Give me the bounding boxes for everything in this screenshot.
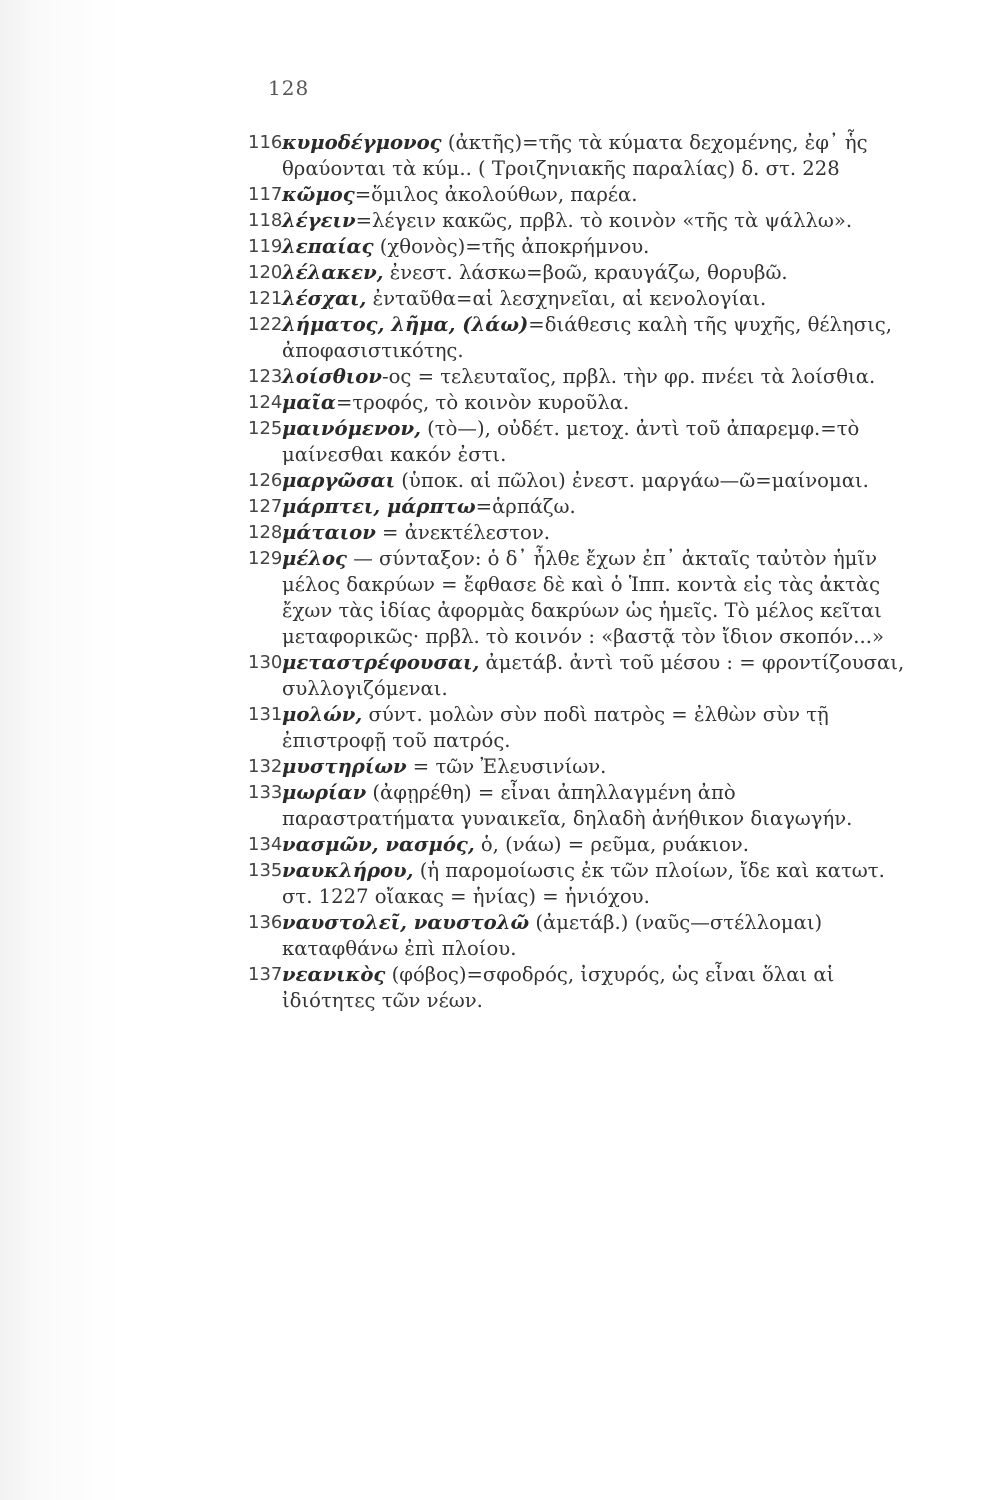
note-text: (φόβος)=σφοδρός, ἰσχυρός, ὡς εἶναι ὅλαι αἱ ἰδιότητες τῶν νέων. xyxy=(282,963,835,1012)
page-number: 128 xyxy=(268,76,310,100)
notes-list xyxy=(248,130,912,1014)
note-term: μολών, xyxy=(282,703,363,726)
note-text: -ος = τελευταῖος, πρβλ. τὴν φρ. πνέει τὰ λοίσθια. xyxy=(381,365,876,388)
note-number: 126 xyxy=(248,470,283,491)
note-text: =τροφός, τὸ κοινὸν κυροῦλα. xyxy=(335,391,630,414)
note-text: — σύνταξον: ὁ δ᾽ ἦλθε ἔχων ἐπ᾽ ἀκταῖς ταὐτὸν ἡμῖν μέλος δακρύων = ἔφθασε δὲ καὶ ὁ Ἱππ. κοντὰ εἰς τὰς ἀκτὰς ἔχων τὰς ἰδίας ἀφορμὰς δακρύων ὡς ἡμεῖς. Τὸ μέλος κεῖται μεταφορικῶς· πρβλ. τὸ κοινόν : «βαστᾷ τὸν ἴδιον σκοπόν...» xyxy=(282,547,884,648)
note-term: ναυστολεῖ, ναυστολῶ xyxy=(282,911,530,934)
note-term: λέσχαι, xyxy=(282,287,367,310)
note-term: μωρίαν xyxy=(282,781,367,804)
note-121 xyxy=(248,286,912,312)
note-term: λεπαίας xyxy=(282,235,374,258)
note-text: (ἀφῃρέθη) = εἶναι ἀπηλλαγμένη ἀπὸ παραστρατήματα γυναικεῖα, δηλαδὴ ἀνήθικον διαγωγήν. xyxy=(282,781,853,830)
note-137 xyxy=(248,962,912,1014)
note-term: λήματος, λῆμα, (λάω) xyxy=(282,313,529,336)
note-term: κυμοδέγμονος xyxy=(282,131,442,154)
note-text: (χθονὸς)=τῆς ἀποκρήμνου. xyxy=(373,235,650,258)
note-term: μάταιον xyxy=(282,521,376,544)
note-number: 125 xyxy=(248,418,283,439)
note-number: 136 xyxy=(248,912,283,933)
note-term: νεανικὸς xyxy=(282,963,386,986)
note-number: 132 xyxy=(248,756,283,777)
note-number: 117 xyxy=(248,184,283,205)
note-text: (τὸ—), οὐδέτ. μετοχ. ἀντὶ τοῦ ἀπαρεμφ.=τὸ μαίνεσθαι κακόν ἐστι. xyxy=(282,417,860,466)
note-number: 116 xyxy=(248,132,283,153)
note-text: ὁ, (νάω) = ρεῦμα, ρυάκιον. xyxy=(474,833,749,856)
note-number: 129 xyxy=(248,548,283,569)
note-131 xyxy=(248,702,912,754)
note-132 xyxy=(248,754,912,780)
note-125 xyxy=(248,416,912,468)
note-124 xyxy=(248,390,912,416)
note-number: 127 xyxy=(248,496,283,517)
note-number: 135 xyxy=(248,860,283,881)
note-text: =ἁρπάζω. xyxy=(475,495,576,518)
note-text: =ὅμιλος ἀκολούθων, παρέα. xyxy=(354,183,638,206)
note-number: 118 xyxy=(248,210,283,231)
note-119 xyxy=(248,234,912,260)
note-text: σύντ. μολὼν σὺν ποδὶ πατρὸς = ἐλθὼν σὺν τῇ ἐπιστροφῇ τοῦ πατρός. xyxy=(282,703,829,752)
note-number: 121 xyxy=(248,288,283,309)
note-text: = τῶν Ἐλευσινίων. xyxy=(406,755,607,778)
note-text: (ἀκτῆς)=τῆς τὰ κύματα δεχομένης, ἐφ᾽ ἧς θραύονται τὰ κύμ.. ( Τροιζηνιακῆς παραλίας) δ. στ. 228 xyxy=(282,131,868,180)
note-number: 128 xyxy=(248,522,283,543)
note-text: =διάθεσις καλὴ τῆς ψυχῆς, θέλησις, ἀποφασιστικότης. xyxy=(282,313,892,362)
note-number: 131 xyxy=(248,704,283,725)
note-129 xyxy=(248,546,912,650)
note-term: ναυκλήρου, xyxy=(282,859,414,882)
note-number: 124 xyxy=(248,392,283,413)
note-term: νασμῶν, νασμός, xyxy=(282,833,475,856)
note-text: (ἡ παρομοίωσις ἐκ τῶν πλοίων, ἴδε καὶ κατωτ. στ. 1227 οἴακας = ἡνίας) = ἡνιόχου. xyxy=(282,859,885,908)
note-130 xyxy=(248,650,912,702)
note-number: 120 xyxy=(248,262,283,283)
note-term: μαῖα xyxy=(282,391,336,414)
note-number: 119 xyxy=(248,236,283,257)
note-term: λέλακεν, xyxy=(282,261,384,284)
note-text: (ἀμετάβ.) (ναῦς—στέλλομαι) καταφθάνω ἐπὶ πλοίου. xyxy=(282,911,823,960)
note-120 xyxy=(248,260,912,286)
note-term: κῶμος xyxy=(282,183,355,206)
note-term: μέλος xyxy=(282,547,347,570)
note-term: λέγειν xyxy=(282,209,356,232)
note-number: 133 xyxy=(248,782,283,803)
note-text: =λέγειν κακῶς, πρβλ. τὸ κοινὸν «τῆς τὰ ψάλλω». xyxy=(355,209,853,232)
note-term: λοίσθιον xyxy=(282,365,382,388)
note-number: 134 xyxy=(248,834,283,855)
note-text: ἐνεστ. λάσκω=βοῶ, κραυγάζω, θορυβῶ. xyxy=(383,261,788,284)
note-136 xyxy=(248,910,912,962)
note-127 xyxy=(248,494,912,520)
note-text: ἐνταῦθα=αἱ λεσχηνεῖαι, αἱ κενολογίαι. xyxy=(366,287,767,310)
note-126 xyxy=(248,468,912,494)
note-number: 130 xyxy=(248,652,283,673)
note-text: = ἀνεκτέλεστον. xyxy=(375,521,550,544)
note-number: 137 xyxy=(248,964,283,985)
note-text: (ὑποκ. αἱ πῶλοι) ἐνεστ. μαργάω—ῶ=μαίνομαι. xyxy=(395,469,869,492)
note-117 xyxy=(248,182,912,208)
note-116 xyxy=(248,130,912,182)
note-term: μυστηρίων xyxy=(282,755,407,778)
note-number: 122 xyxy=(248,314,283,335)
note-122 xyxy=(248,312,912,364)
note-133 xyxy=(248,780,912,832)
note-term: μάρπτει, μάρπτω xyxy=(282,495,476,518)
note-123 xyxy=(248,364,912,390)
note-text: ἀμετάβ. ἀντὶ τοῦ μέσου : = φροντίζουσαι, συλλογιζόμεναι. xyxy=(282,651,905,700)
note-term: μαινόμενον, xyxy=(282,417,421,440)
note-128 xyxy=(248,520,912,546)
note-135 xyxy=(248,858,912,910)
note-number: 123 xyxy=(248,366,283,387)
note-118 xyxy=(248,208,912,234)
note-term: μεταστρέφουσαι, xyxy=(282,651,480,674)
note-134 xyxy=(248,832,912,858)
note-term: μαργῶσαι xyxy=(282,469,396,492)
